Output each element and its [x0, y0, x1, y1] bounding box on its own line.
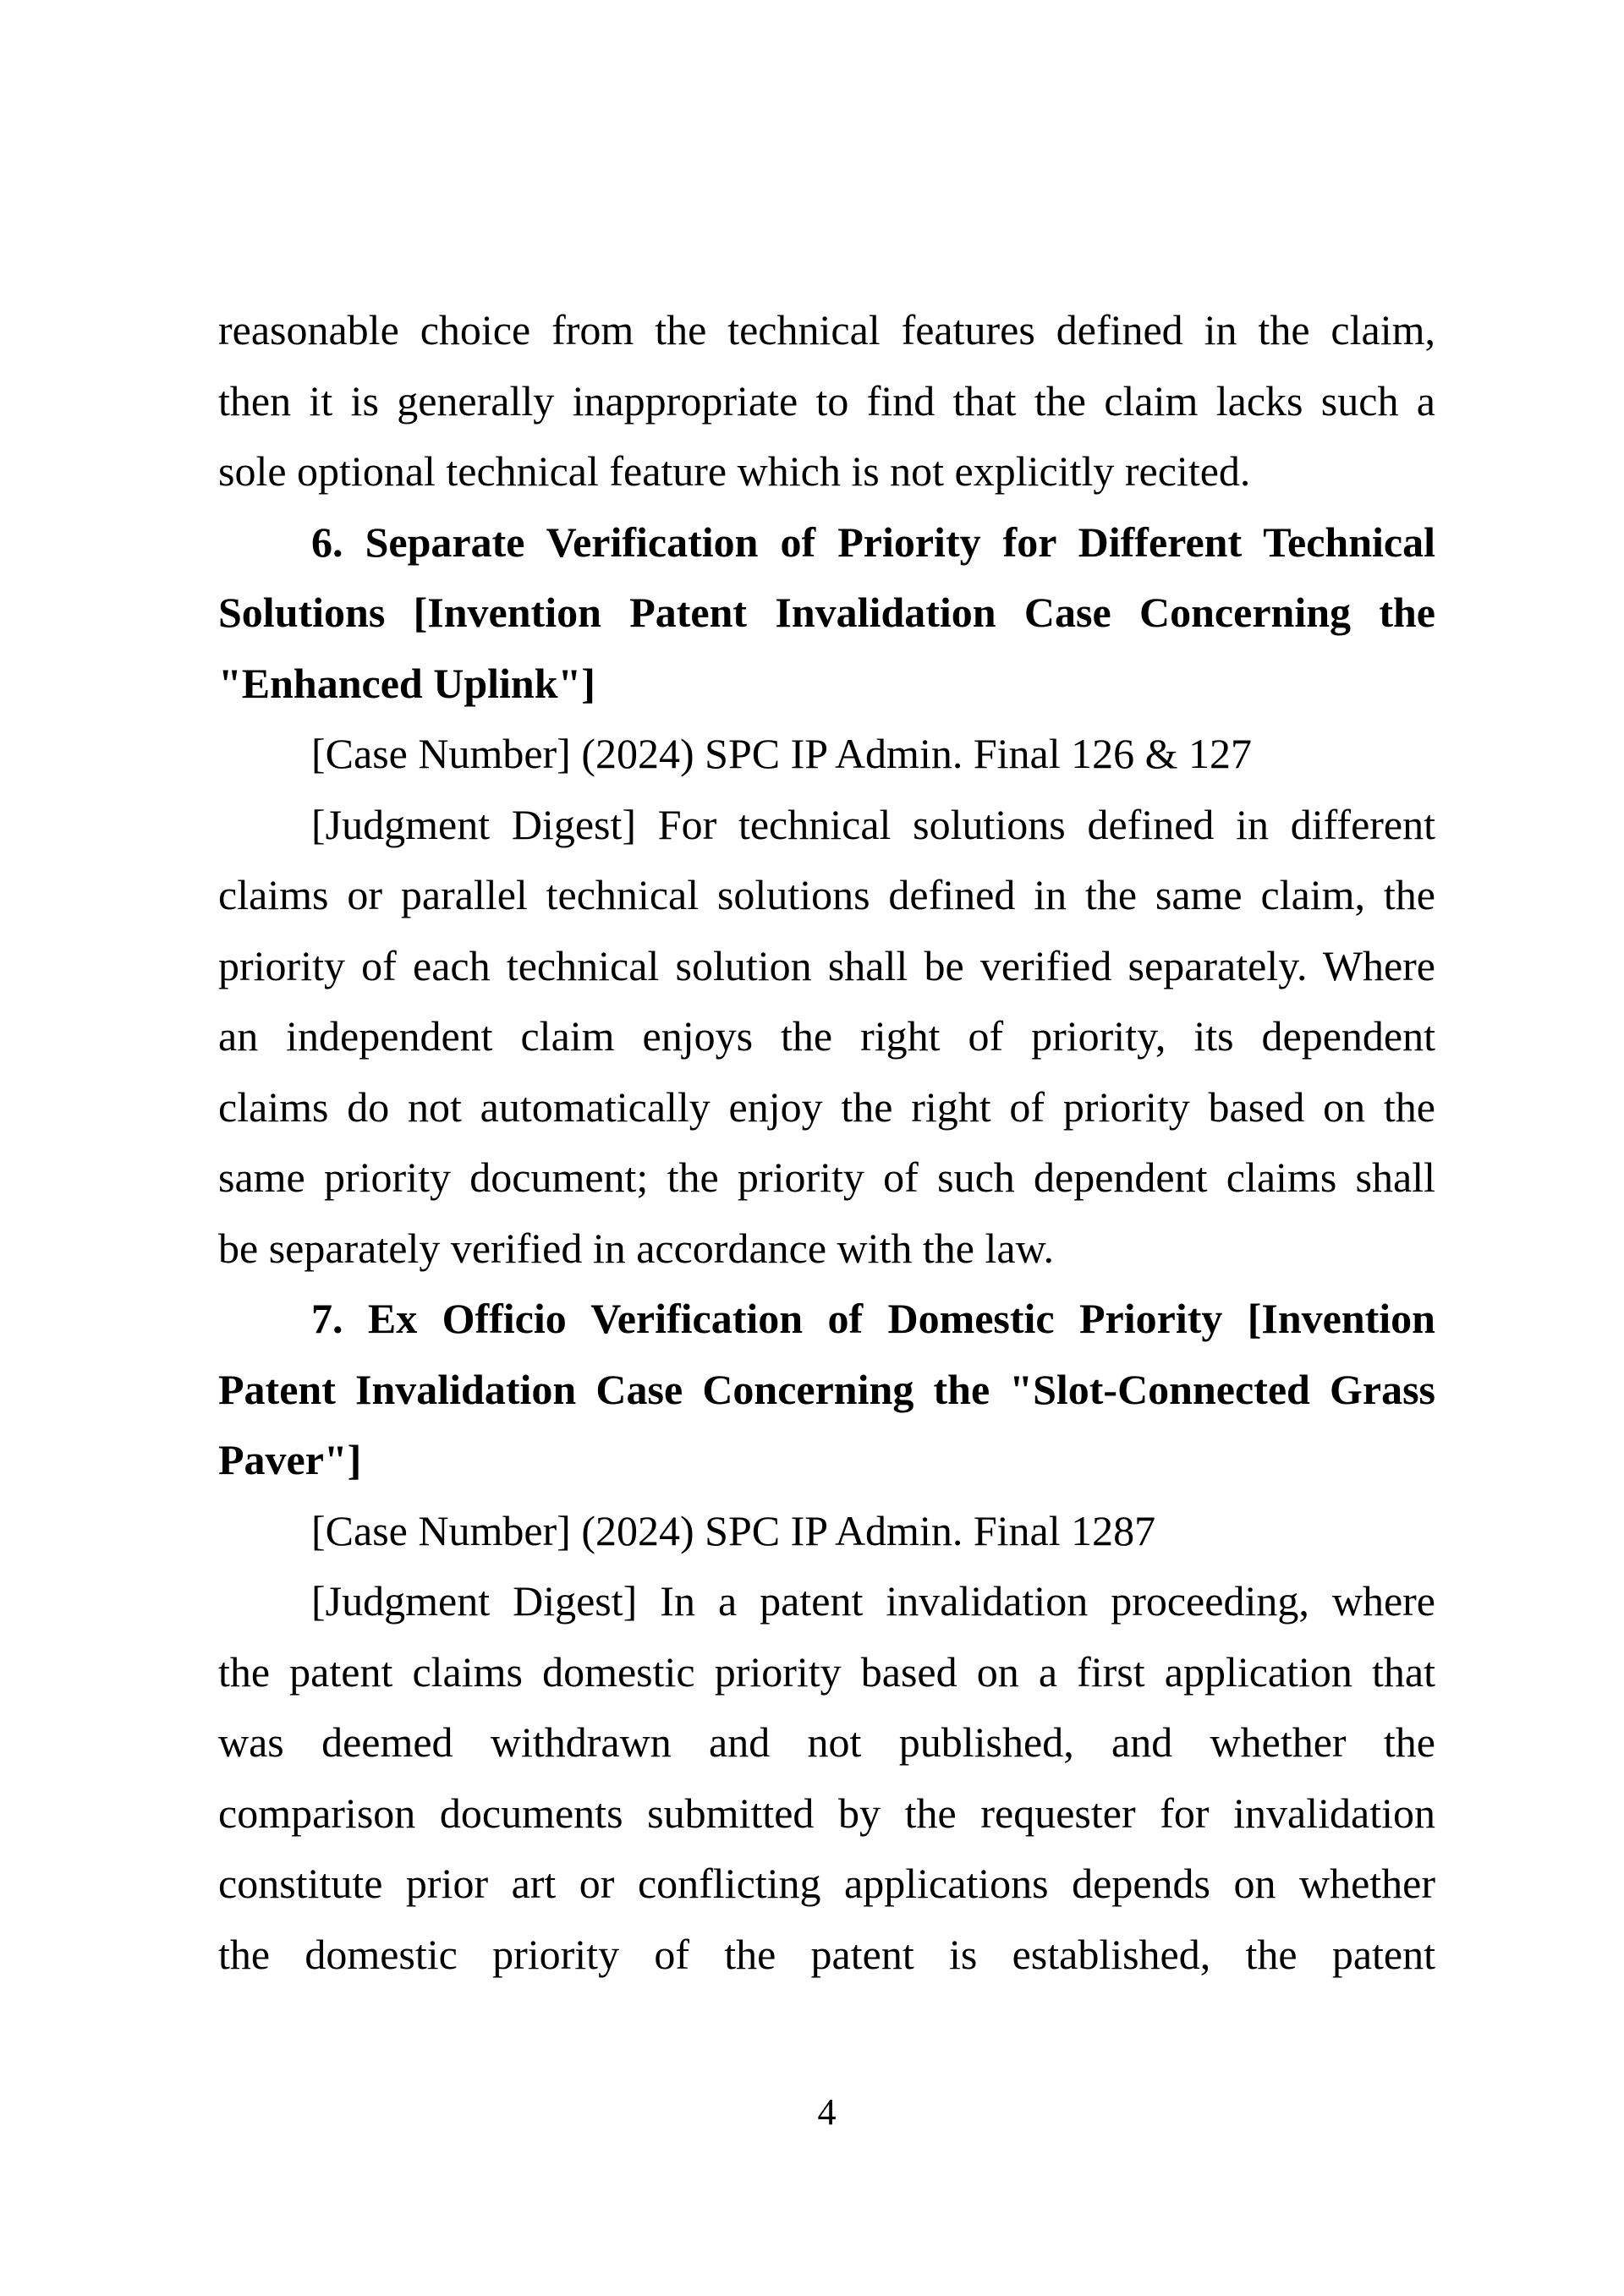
heading-line: Solutions [Invention Patent Invalidation Case Concerning the [218, 589, 1435, 636]
heading-line: 7. Ex Officio Verification of Domestic Priority [Invention [311, 1295, 1435, 1342]
heading-line: Paver"] [218, 1436, 362, 1483]
text-line: claims do not automatically enjoy the right of priority based on the [218, 1082, 1435, 1131]
text-line: comparison documents submitted by the requester for invalidation [218, 1789, 1435, 1837]
body-paragraph [218, 719, 1435, 790]
body-paragraph [218, 1496, 1435, 1567]
text-line: the domestic priority of the patent is established, the patent [218, 1930, 1435, 1978]
section-heading [218, 1284, 1435, 1496]
text-line: [Case Number] (2024) SPC IP Admin. Final 1287 [311, 1506, 1156, 1554]
text-line: be separately verified in accordance with the law. [218, 1224, 1054, 1272]
body-paragraph [218, 295, 1435, 507]
text-line: constitute prior art or conflicting applications depends on whether [218, 1860, 1435, 1907]
text-line: was deemed withdrawn and not published, and whether the [218, 1718, 1435, 1766]
heading-line: 6. Separate Verification of Priority for Different Technical [311, 518, 1435, 566]
text-line: an independent claim enjoys the right of priority, its dependent [218, 1012, 1435, 1060]
text-line: sole optional technical feature which is not explicitly recited. [218, 447, 1251, 495]
heading-line: Patent Invalidation Case Concerning the "Slot-Connected Grass [218, 1365, 1435, 1413]
heading-line: "Enhanced Uplink"] [218, 659, 595, 707]
text-line: then it is generally inappropriate to find that the claim lacks such a [218, 376, 1435, 425]
page-text-content [218, 295, 1435, 1990]
text-line: reasonable choice from the technical features defined in the claim, [218, 306, 1435, 353]
body-paragraph [218, 1566, 1435, 1990]
text-line: claims or parallel technical solutions defined in the same claim, the [218, 871, 1435, 918]
text-line: [Judgment Digest] For technical solutions defined in different [311, 800, 1435, 848]
body-paragraph [218, 790, 1435, 1285]
section-heading [218, 507, 1435, 720]
text-line: [Judgment Digest] In a patent invalidation proceeding, where [311, 1577, 1435, 1625]
text-line: [Case Number] (2024) SPC IP Admin. Final 126 & 127 [311, 730, 1253, 777]
page-number: 4 [817, 2091, 837, 2133]
text-line: priority of each technical solution shall be verified separately. Where [218, 941, 1435, 989]
page-footer [218, 2091, 1435, 2134]
text-line: same priority document; the priority of such dependent claims shall [218, 1153, 1435, 1201]
text-line: the patent claims domestic priority based on a first application that [218, 1647, 1435, 1696]
